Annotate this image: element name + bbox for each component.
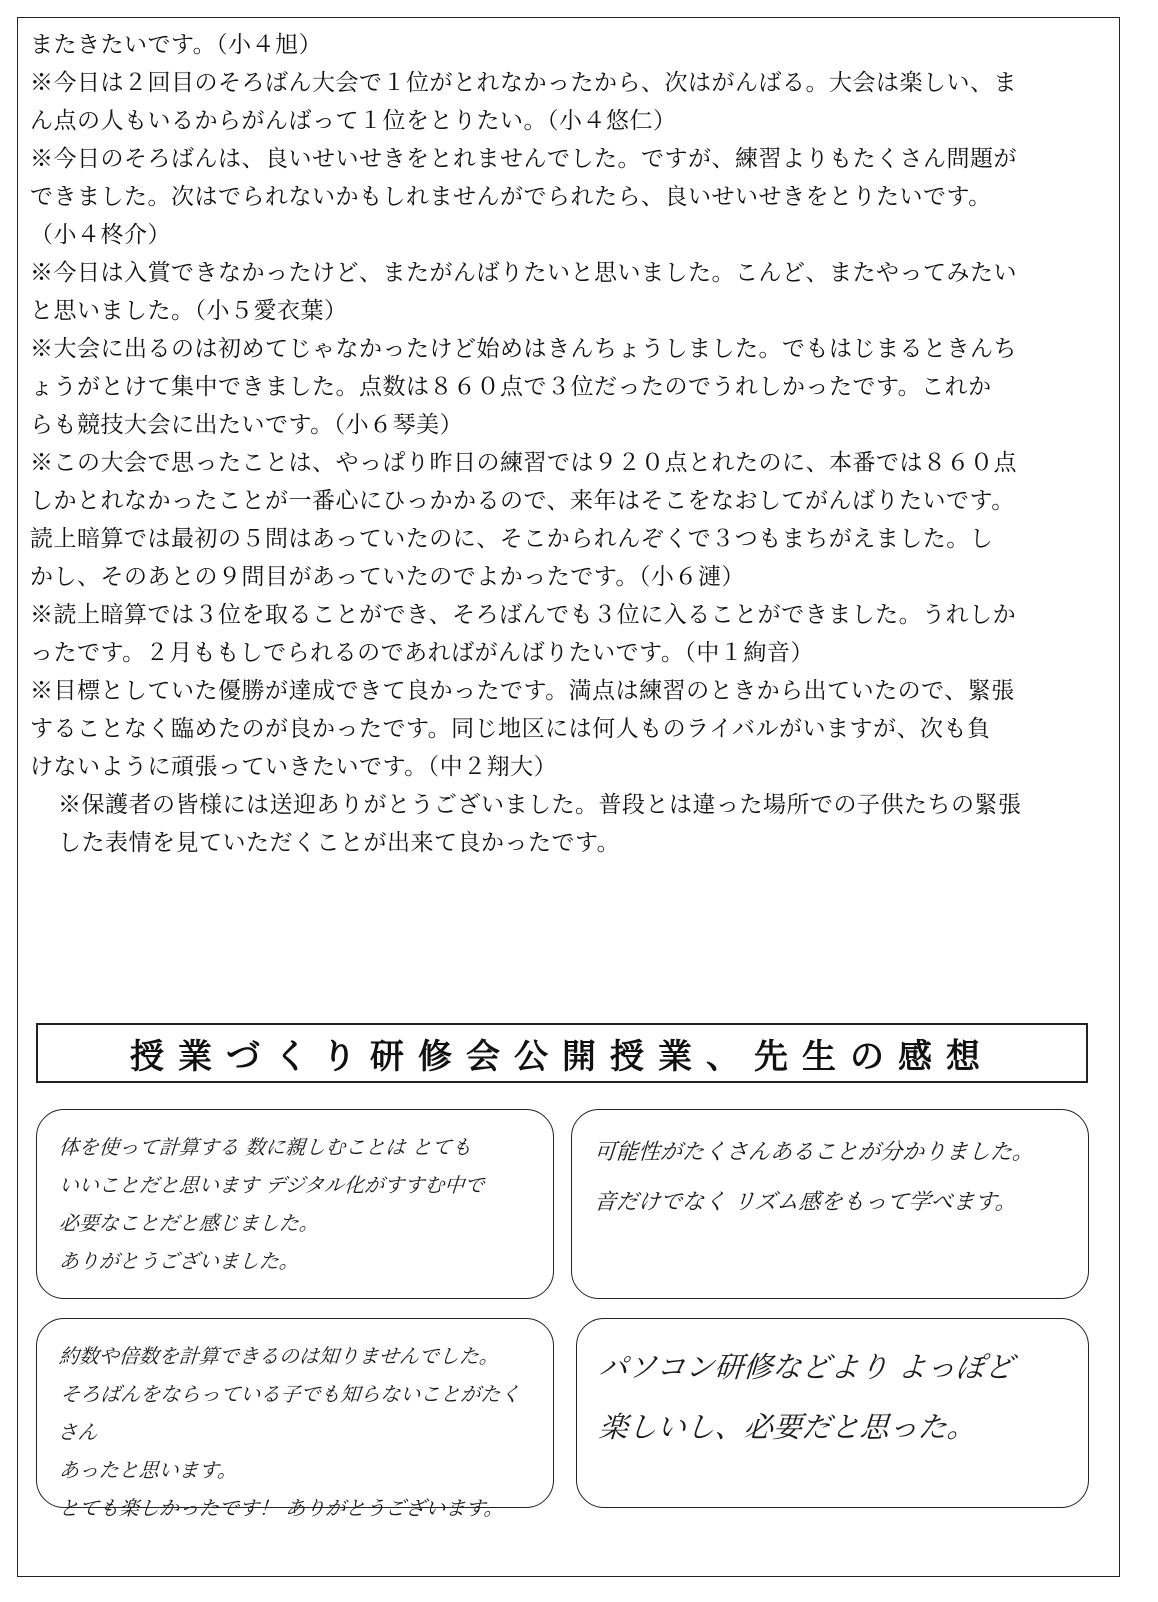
text-line: らも競技大会に出たいです。（小６琴美） (30, 412, 464, 438)
teacher-comment-card (571, 1109, 1089, 1299)
text-line: （小４柊介） (30, 222, 171, 248)
handwritten-line: パソコン研修などより よっぽど (597, 1350, 1015, 1384)
comment-continuation (30, 26, 1120, 64)
text-line: けないように頑張っていきたいです。（中２翔大） (30, 754, 558, 780)
student-comments (30, 26, 1120, 862)
handwritten-line: 楽しいし、必要だと思った。 (597, 1410, 978, 1444)
text-line: しかとれなかったことが一番心にひっかかるので、来年はそこをなおしてがんばりたいです。 (30, 488, 1015, 514)
handwritten-line: とても楽しかったです！ ありがとうございます。 (58, 1496, 505, 1520)
handwritten-line: 可能性がたくさんあることが分かりました。 (593, 1140, 1035, 1165)
teacher-comment-card (36, 1318, 554, 1520)
comment-item (30, 140, 1120, 254)
teacher-comment-card (576, 1318, 1089, 1508)
comment-item (30, 330, 1120, 444)
comment-item (30, 444, 1120, 596)
text-line: かし、そのあとの９問目があっていたのでよかったです。（小６漣） (30, 564, 745, 590)
comment-item (30, 672, 1120, 786)
text-line: ん点の人もいるからがんばって１位をとりたい。（小４悠仁） (30, 108, 677, 134)
text-line: できました。次はでられないかもしれませんがでられたら、良いせいせきをとりたいです。 (30, 184, 992, 210)
handwritten-line: いいことだと思います デジタル化がすすむ中で (58, 1173, 486, 1197)
comment-item (30, 64, 1120, 140)
section-heading: 授業づくり研修会公開授業、先生の感想 (36, 1023, 1088, 1083)
text-line: ※今日のそろばんは、良いせいせきをとれませんでした。ですが、練習よりもたくさん問題が (30, 146, 1017, 172)
teacher-comment-card (36, 1109, 554, 1299)
text-line: ※今日は２回目のそろばん大会で１位がとれなかったから、次はがんばる。大会は楽しい、ま (30, 70, 1017, 96)
handwritten-line: あったと思います。 (58, 1458, 239, 1482)
handwritten-line: 体を使って計算する 数に親しむことは とても (58, 1135, 473, 1159)
text-line: ※この大会で思ったことは、やっぱり昨日の練習では９２０点とれたのに、本番では８６０点 (30, 450, 1017, 476)
guardian-note (30, 786, 1120, 862)
text-line: ※保護者の皆様には送迎ありがとうございました。普段とは違った場所での子供たちの緊張 (58, 792, 1022, 818)
handwritten-line: そろばんをならっている子でも知らないことがたくさん (56, 1382, 522, 1444)
handwritten-line: 音だけでなく リズム感をもって学べます。 (593, 1190, 1018, 1215)
text-line: ※大会に出るのは初めてじゃなかったけど始めはきんちょうしました。でもはじまるときんち (30, 336, 1017, 362)
comment-item (30, 596, 1120, 672)
text-line: することなく臨めたのが良かったです。同じ地区には何人ものライバルがいますが、次も負 (30, 716, 991, 742)
comment-item (30, 254, 1120, 330)
handwritten-line: ありがとうございました。 (58, 1249, 300, 1273)
text-line: ※読上暗算では３位を取ることができ、そろばんでも３位に入ることができました。うれしか (30, 602, 1017, 628)
handwritten-line: 約数や倍数を計算できるのは知りませんでした。 (58, 1344, 500, 1368)
text-line: ょうがとけて集中できました。点数は８６０点で３位だったのでうれしかったです。これか (30, 374, 992, 400)
text-line: ったです。２月ももしでられるのであればがんばりたいです。（中１絢音） (30, 640, 814, 666)
text-line: した表情を見ていただくことが出来て良かったです。 (58, 830, 621, 856)
text-line: ※目標としていた優勝が達成できて良かったです。満点は練習のときから出ていたので、緊張 (30, 678, 1015, 704)
text-line: 読上暗算では最初の５問はあっていたのに、そこかられんぞくで３つもまちがえました。し (30, 526, 994, 552)
text-line: ※今日は入賞できなかったけど、またがんばりたいと思いました。こんど、またやってみたい (30, 260, 1017, 286)
text-line: と思いました。（小５愛衣葉） (30, 298, 348, 324)
text-line: またきたいです。（小４旭） (30, 32, 323, 58)
handwritten-line: 必要なことだと感じました。 (58, 1211, 320, 1235)
